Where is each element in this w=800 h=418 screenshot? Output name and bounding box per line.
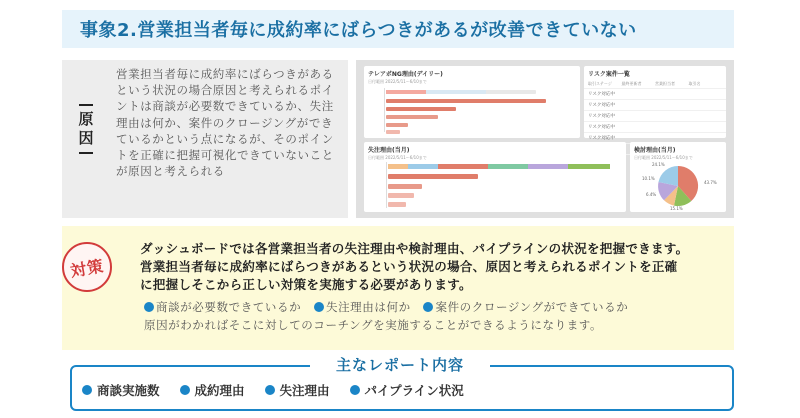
countermeasure-note: 原因がわかればそこに対してのコーチングを実施することができるようになります。 [144, 318, 603, 332]
countermeasure-points [144, 298, 734, 334]
countermeasure-line: に把握しそこから正しい対策を実施する必要があります。 [140, 277, 472, 292]
lost-bar-seg [528, 164, 568, 169]
teleapo-bar-seg [386, 90, 426, 94]
risk-row [584, 88, 726, 99]
risk-deals-header [584, 78, 726, 88]
lost-reason-bar [388, 184, 422, 189]
risk-row-stage: リスク対応中 [588, 103, 615, 108]
countermeasure-bullet: 案件のクロージングができているか [435, 300, 629, 314]
lost-reason-bar [388, 193, 414, 198]
cause-label-char-1: 原 [78, 110, 94, 128]
risk-row-stage: リスク対応中 [588, 92, 615, 97]
page-title-bar [62, 10, 734, 48]
consider-reason-title: 検討理由(当月) [634, 147, 676, 154]
report-item-label: 失注理由 [279, 383, 330, 398]
countermeasure-text [140, 240, 730, 294]
lost-reason-axis [386, 162, 387, 208]
countermeasure-line: ダッシュボードでは各営業担当者の失注理由や検討理由、パイプラインの状況を把握できます。 [140, 241, 689, 256]
risk-row-stage: リスク対応中 [588, 114, 615, 119]
pie-label: 24.1% [652, 162, 665, 167]
teleapo-bar [386, 90, 536, 94]
teleapo-ng-card [364, 66, 580, 138]
consider-reason-subtitle: 日付範囲 2022/5/11〜6/10まで [634, 155, 693, 160]
lost-reason-bar [388, 174, 478, 179]
lost-bar-seg [408, 164, 438, 169]
teleapo-bar-seg [426, 90, 486, 94]
report-item [350, 381, 464, 399]
teleapo-bar [386, 115, 438, 119]
teleapo-bar [386, 99, 546, 103]
pie-label: 15.1% [670, 206, 683, 211]
consider-reason-card [630, 142, 726, 212]
report-item-label: 成約理由 [194, 383, 245, 398]
cause-dash-top [79, 104, 93, 106]
pie-label: 43.7% [704, 180, 717, 185]
report-item-label: 商談実施数 [97, 383, 160, 398]
report-items [82, 381, 464, 399]
risk-row-stage: リスク対応中 [588, 125, 615, 130]
consider-pie-chart [630, 158, 726, 212]
cause-label-char-2: 因 [78, 129, 94, 147]
lost-reason-card [364, 142, 626, 212]
bullet-dot-icon [82, 385, 92, 395]
countermeasure-bullet: 商談が必要数できているか [156, 300, 302, 314]
risk-col-owner: 営業担当者 [655, 81, 675, 86]
page-title: 事象2.営業担当者毎に成約率にばらつきがあるが改善できていない [80, 20, 637, 41]
cause-text: 営業担当者毎に成約率にばらつきがあるという状況の場合原因と考えられるポイントは商談が必要数できているか、失注理由は何か、案件のクロージングができているかという点になるが、そのポイントを正確に把握可視化できていないことが原因と考えられる [116, 67, 334, 179]
bullet-dot-icon [423, 302, 433, 312]
risk-deals-card [584, 66, 726, 141]
bullet-dot-icon [314, 302, 324, 312]
report-item [82, 381, 160, 399]
bullet-dot-icon [180, 385, 190, 395]
lost-bar-seg [568, 164, 610, 169]
risk-col-deal: 取引名 [688, 81, 701, 86]
risk-deals-title: リスク案件一覧 [588, 71, 630, 78]
risk-row [584, 121, 726, 132]
risk-row [584, 99, 726, 110]
teleapo-bar [386, 107, 456, 111]
lost-reason-title: 失注理由(当月) [368, 147, 410, 154]
bullet-dot-icon [265, 385, 275, 395]
teleapo-ng-axis [384, 88, 385, 132]
dashboard-screenshot [356, 60, 734, 218]
lost-bar-seg [388, 164, 408, 169]
report-item-label: パイプライン状況 [364, 383, 464, 398]
countermeasure-bullet: 失注理由は何か [325, 300, 411, 314]
teleapo-bar [386, 130, 400, 134]
risk-row-stage: リスク対応中 [588, 136, 615, 141]
teleapo-ng-title: テレアポNG理由(デイリー) [368, 71, 443, 78]
lost-bar-seg [488, 164, 528, 169]
cause-dash-bottom [79, 152, 93, 154]
pie-label: 6.4% [646, 192, 657, 197]
pie-label: 10.1% [642, 176, 655, 181]
lost-reason-subtitle: 日付範囲 2022/5/11〜6/10まで [368, 155, 427, 160]
cause-panel [62, 60, 348, 218]
lost-bar-seg [438, 164, 488, 169]
countermeasure-bullet-row [144, 298, 734, 316]
lost-reason-bar [388, 202, 406, 207]
report-title-wrap [310, 354, 490, 374]
teleapo-ng-subtitle: 日付範囲 2022/5/11〜6/10まで [368, 79, 427, 84]
risk-row [584, 110, 726, 121]
lost-reason-bar [388, 164, 610, 169]
report-item [180, 381, 245, 399]
bullet-dot-icon [144, 302, 154, 312]
teleapo-bar [386, 123, 408, 127]
risk-col-stage: 取引ステージ [588, 81, 612, 86]
countermeasure-line: 営業担当者毎に成約率にばらつきがあるという状況の場合、原因と考えられるポイントを正確 [140, 259, 678, 274]
countermeasure-stamp-text: 対策 [68, 255, 106, 281]
countermeasure-stamp [62, 242, 112, 292]
report-title: 主なレポート内容 [335, 355, 464, 374]
risk-col-updater: 最終更新者 [621, 81, 642, 86]
cause-label [72, 100, 100, 158]
report-item [265, 381, 330, 399]
bullet-dot-icon [350, 385, 360, 395]
